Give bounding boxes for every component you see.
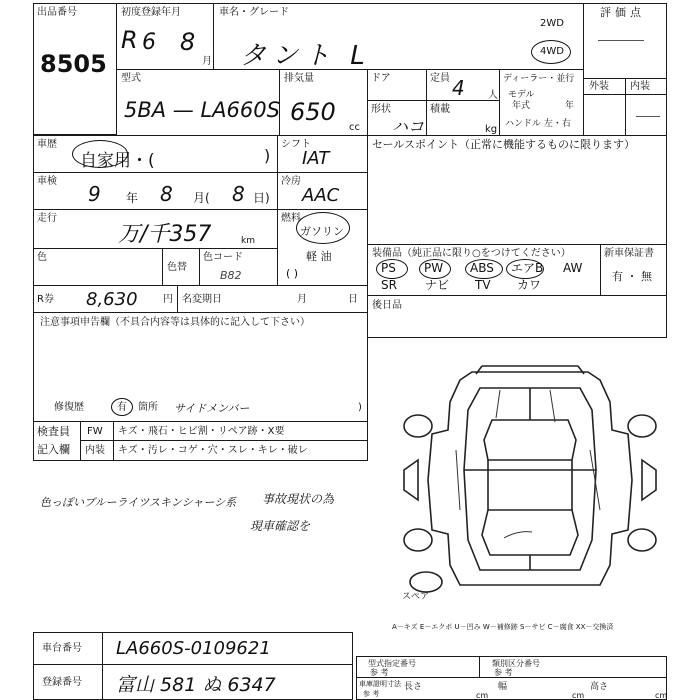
remark-line-3: 現車確認を	[250, 519, 311, 533]
shape-value: ハコ	[392, 117, 425, 136]
shift-value: IAT	[302, 148, 330, 169]
capacity-unit: 人	[488, 90, 498, 101]
equipment-circle-3	[506, 259, 544, 279]
history-label: 車歴	[37, 139, 57, 150]
fuel-label: 燃料	[281, 213, 301, 224]
car-name-label: 車名・グレード	[219, 7, 289, 18]
mileage-label: 走行	[37, 213, 57, 224]
warranty-value: 有 ・ 無	[612, 270, 652, 283]
inspector-divider-2	[113, 421, 114, 461]
color-divider	[162, 248, 163, 286]
registration-divider	[102, 664, 103, 700]
equipment-item-1: PW	[424, 261, 444, 275]
inspector-mid	[80, 440, 368, 441]
inspection-month: 8	[160, 182, 173, 206]
color-code-label: 色コード	[203, 252, 243, 263]
repair-close: )	[358, 402, 362, 413]
drive-4wd-circle	[531, 40, 571, 64]
equipment-circle-2	[465, 259, 503, 279]
dimensions-length-unit: cm	[476, 691, 489, 700]
dimensions-height-unit: cm	[655, 691, 668, 700]
fuel-gasoline-circle	[296, 212, 350, 244]
fuel-paren: ( )	[286, 267, 299, 280]
inspection-day: 8	[232, 182, 245, 206]
exterior-interior-vdivider	[625, 78, 626, 136]
retrofit-label: 後日品	[372, 300, 402, 311]
damage-legend: A－キズ E－エクボ U－凹み W－補修跡 S－サビ C－腐食 XX－交換済	[392, 623, 614, 631]
chassis-label: 車台番号	[42, 643, 82, 654]
equipment-circle-0	[376, 259, 408, 279]
handle-label: ハンドル 左・右	[505, 119, 571, 129]
capacity-value: 4	[452, 76, 465, 100]
inspector-fw-text: キズ・飛石・ヒビ割・リペア跡・X要	[118, 426, 285, 437]
equipment-item-row2-1: ナビ	[425, 278, 450, 292]
sales-point-label: セールスポイント（正常に機能するものに限ります）	[372, 138, 636, 151]
equipment-item-3: エアB	[511, 261, 544, 275]
color-change-label: 色替	[167, 262, 187, 273]
model-value: 5BA — LA660S	[124, 98, 280, 122]
doors-label: ドア	[371, 73, 391, 84]
fuel-light-oil: 軽 油	[306, 250, 332, 263]
spare-label: スペア	[402, 592, 430, 602]
dimensions-label: 車庫證明寸法	[359, 680, 401, 688]
capacity-label: 定員	[430, 73, 450, 84]
shift-label: シフト	[281, 139, 311, 150]
dealer-label: ディーラー・並行	[503, 74, 575, 84]
equipment-label: 装備品（純正品に限り○をつけてください）	[372, 248, 571, 259]
deadline-label: 名変期日	[182, 294, 222, 305]
first-registration-year: 6	[142, 30, 156, 55]
evaluation-line	[598, 40, 644, 41]
model-year-label: モデル	[508, 90, 535, 100]
first-registration-month: 8	[180, 28, 196, 56]
repair-place-label: 箇所	[138, 402, 158, 413]
repair-value: 有	[117, 402, 127, 413]
notes-label: 注意事項申告欄（不具合内容等は具体的に記入して下さい）	[40, 317, 310, 328]
warranty-label: 新車保証書	[604, 248, 654, 259]
inspection-day-unit: 日)	[253, 191, 270, 205]
color-code-value: B82	[220, 269, 242, 282]
repair-circle	[111, 398, 133, 416]
inspector-label-1: 検査員	[37, 425, 70, 438]
color-label: 色	[37, 252, 47, 263]
car-diagram	[400, 360, 660, 600]
inspector-inner-text: キズ・汚レ・コゲ・穴・スレ・キレ・破レ	[118, 445, 308, 456]
inspection-year-unit: 年	[126, 191, 139, 205]
first-registration-label: 初度登録年月	[121, 7, 181, 18]
doors-divider	[367, 100, 500, 101]
recycle-divider	[177, 285, 178, 313]
interior-label: 内装	[630, 81, 650, 92]
fuel-gasoline: ガソリン	[300, 225, 344, 238]
dimensions-width: 幅	[498, 682, 508, 692]
equipment-item-0: PS	[381, 261, 396, 275]
spec-number-label: 型式指定番号	[368, 659, 416, 668]
displacement-value: 650	[290, 98, 336, 126]
recycle-value: 8,630	[86, 289, 138, 310]
retrofit-box	[367, 295, 667, 338]
equipment-item-4: AW	[563, 261, 583, 275]
shape-label: 形状	[371, 104, 391, 115]
inspector-inner: 内装	[85, 445, 105, 456]
mileage-unit: km	[241, 236, 255, 246]
history-value: 自家用・(	[80, 151, 155, 171]
chassis-divider	[102, 632, 103, 665]
lot-number-value: 8505	[40, 50, 107, 78]
first-registration-month-unit: 月	[202, 56, 212, 67]
lot-number-label: 出品番号	[37, 7, 77, 18]
dimensions-ref: 参 考	[363, 690, 380, 698]
inspector-divider	[80, 421, 81, 461]
equipment-circle-1	[419, 259, 451, 279]
category-number-label: 類別区分番号	[492, 659, 540, 668]
inspector-fw: FW	[87, 426, 103, 437]
recycle-label: R券	[37, 294, 54, 305]
drive-4wd: 4WD	[540, 46, 564, 57]
chassis-value: LA660S-0109621	[116, 638, 271, 659]
color-divider-2	[199, 248, 200, 286]
repair-place: サイドメンバー	[174, 402, 250, 415]
dimensions-length: 長さ	[404, 682, 423, 692]
car-name-value: タント L	[240, 41, 371, 71]
aircon-label: 冷房	[281, 176, 301, 187]
first-registration-era: R	[121, 26, 138, 54]
load-label: 積載	[430, 104, 450, 115]
exterior-label: 外装	[589, 81, 609, 92]
inspection-year: 9	[88, 182, 101, 206]
recycle-unit: 円	[163, 294, 173, 305]
repair-label: 修復歴	[54, 402, 84, 413]
history-close: )	[264, 146, 271, 165]
displacement-label: 排気量	[284, 73, 314, 84]
year-unit: 年	[565, 101, 575, 111]
doors-vdivider	[426, 69, 427, 136]
inspection-label: 車検	[37, 176, 57, 187]
remark-line-2: 事故現状の為	[262, 492, 335, 506]
registration-label: 登録番号	[42, 677, 82, 688]
sales-point-box	[367, 135, 667, 245]
remark-line-1: 色っぽいブルーライツスキンシャーシ系	[40, 496, 237, 509]
interior-line	[636, 116, 660, 117]
equipment-item-row2-0: SR	[381, 278, 397, 292]
equipment-item-2: ABS	[470, 261, 494, 275]
deadline-day: 日	[348, 294, 358, 305]
drive-2wd: 2WD	[540, 18, 564, 29]
evaluation-label: 評価点	[600, 6, 645, 19]
aircon-value: AAC	[302, 185, 340, 206]
dimensions-box	[356, 677, 667, 700]
mileage-value: 万/千357	[118, 222, 212, 247]
year-label: 年式	[512, 101, 531, 111]
equipment-item-row2-3: カワ	[517, 278, 542, 292]
model-label: 型式	[121, 73, 141, 84]
equipment-item-row2-2: TV	[475, 278, 491, 292]
category-number-ref: 参 考	[494, 668, 513, 677]
registration-value: 富山 581 ぬ 6347	[116, 674, 276, 696]
dimensions-height: 高さ	[590, 682, 609, 692]
dimensions-width-unit: cm	[572, 691, 585, 700]
deadline-month: 月	[297, 294, 307, 305]
inspector-label-2: 記入欄	[37, 443, 70, 456]
load-unit: kg	[485, 124, 498, 135]
history-circle	[72, 140, 128, 168]
inspection-month-unit: 月(	[193, 191, 210, 205]
spec-number-ref: 参 考	[370, 668, 389, 677]
displacement-unit: cc	[349, 122, 360, 133]
history-box	[33, 135, 278, 173]
